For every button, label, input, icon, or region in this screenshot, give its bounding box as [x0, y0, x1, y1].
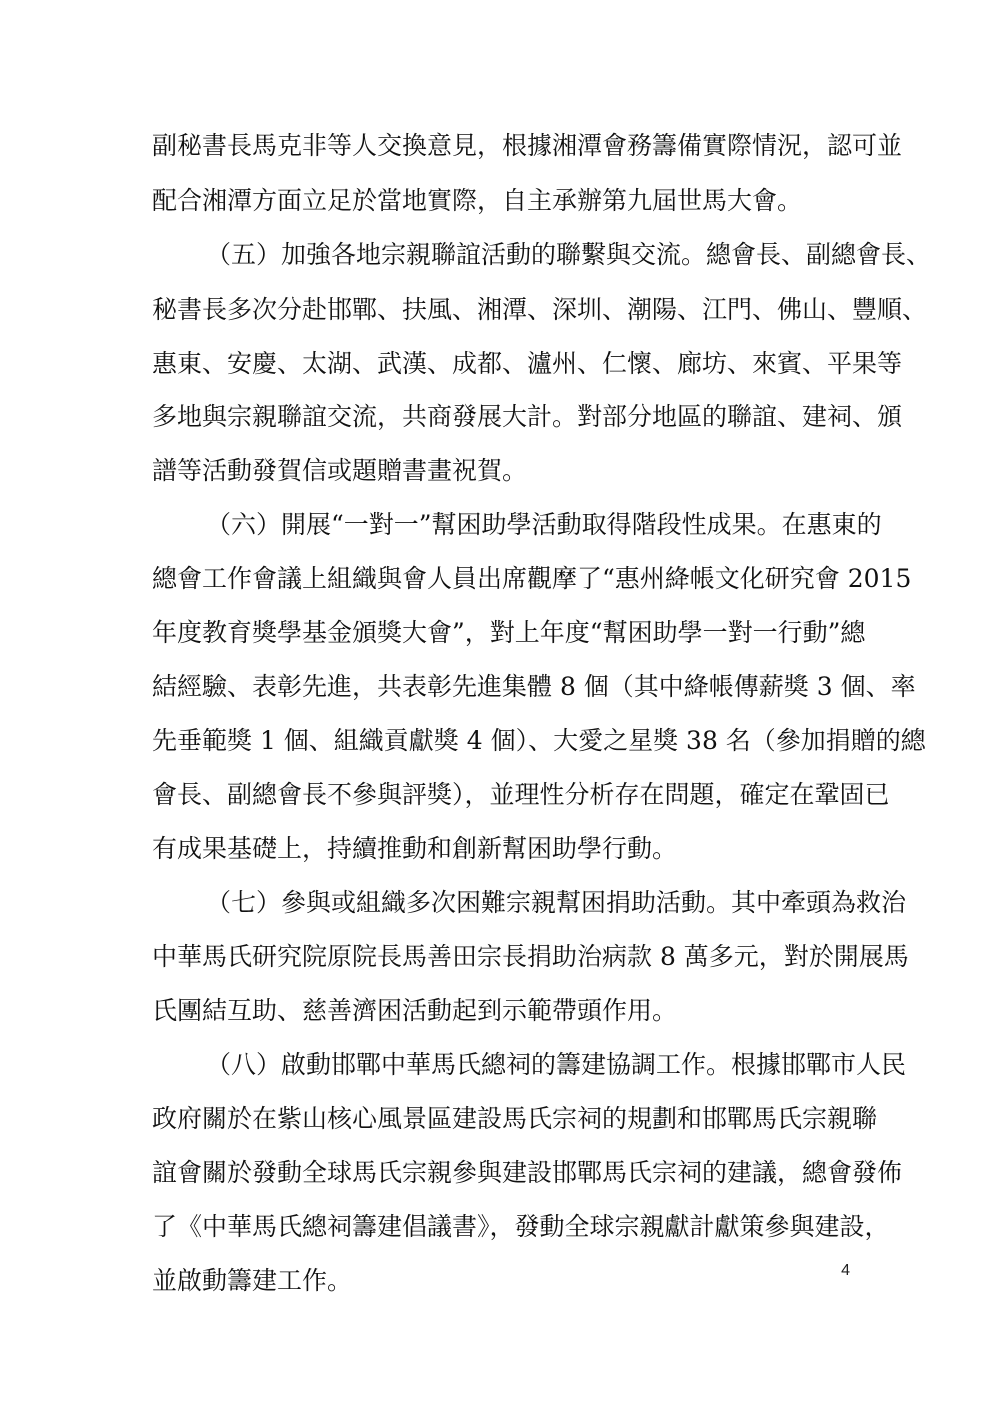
text-line: 了《中華馬氏總祠籌建倡議書》，發動全球宗親獻計獻策參與建設， — [152, 1212, 890, 1241]
text-line: 譜等活動發賀信或題贈書畫祝賀。 — [152, 456, 528, 485]
text-line: 政府關於在紫山核心風景區建設馬氏宗祠的規劃和邯鄲馬氏宗親聯 — [152, 1104, 878, 1133]
text-line: 總會工作會議上組織與會人員出席觀摩了“惠州絳帳文化研究會 2015 — [152, 564, 912, 593]
text-line: 多地與宗親聯誼交流，共商發展大計。對部分地區的聯誼、建祠、頒 — [152, 402, 903, 431]
text-line: 年度教育獎學基金頒獎大會”，對上年度“幫困助學一對一行動”總 — [152, 618, 866, 647]
text-line: 會長、副總會長不參與評獎），並理性分析存在問題，確定在鞏固已 — [152, 780, 890, 809]
text-line: 誼會關於發動全球馬氏宗親參與建設邯鄲馬氏宗祠的建議，總會發佈 — [152, 1158, 903, 1187]
paragraph-start-line: （八）啟動邯鄲中華馬氏總祠的籌建協調工作。根據邯鄲市人民 — [206, 1050, 907, 1079]
text-line: 先垂範獎 1 個、組織貢獻獎 4 個）、大愛之星獎 38 名（參加捐贈的總 — [152, 726, 926, 755]
page-number: 4 — [841, 1262, 850, 1279]
paragraph-start-line: （五）加強各地宗親聯誼活動的聯繫與交流。總會長、副總會長、 — [206, 240, 932, 269]
text-line: 配合湘潭方面立足於當地實際，自主承辦第九屆世馬大會。 — [152, 186, 803, 215]
text-line: 氏團結互助、慈善濟困活動起到示範帶頭作用。 — [152, 996, 678, 1025]
text-line: 結經驗、表彰先進，共表彰先進集體 8 個（其中絳帳傳薪獎 3 個、率 — [152, 672, 916, 701]
paragraph-start-line: （七）參與或組織多次困難宗親幫困捐助活動。其中牽頭為救治 — [206, 888, 907, 917]
text-line: 惠東、安慶、太湖、武漢、成都、瀘州、仁懷、廊坊、來賓、平果等 — [152, 349, 903, 378]
text-line: 並啟動籌建工作。 — [152, 1266, 353, 1295]
text-line: 有成果基礎上，持續推動和創新幫困助學行動。 — [152, 834, 678, 863]
text-line: 副秘書長馬克非等人交換意見，根據湘潭會務籌備實際情況，認可並 — [152, 131, 903, 160]
text-line: 秘書長多次分赴邯鄲、扶風、湘潭、深圳、潮陽、江門、佛山、豐順、 — [152, 295, 928, 324]
text-line: 中華馬氏研究院原院長馬善田宗長捐助治病款 8 萬多元，對於開展馬 — [152, 942, 909, 971]
paragraph-start-line: （六）開展“一對一”幫困助學活動取得階段性成果。在惠東的 — [206, 510, 882, 539]
